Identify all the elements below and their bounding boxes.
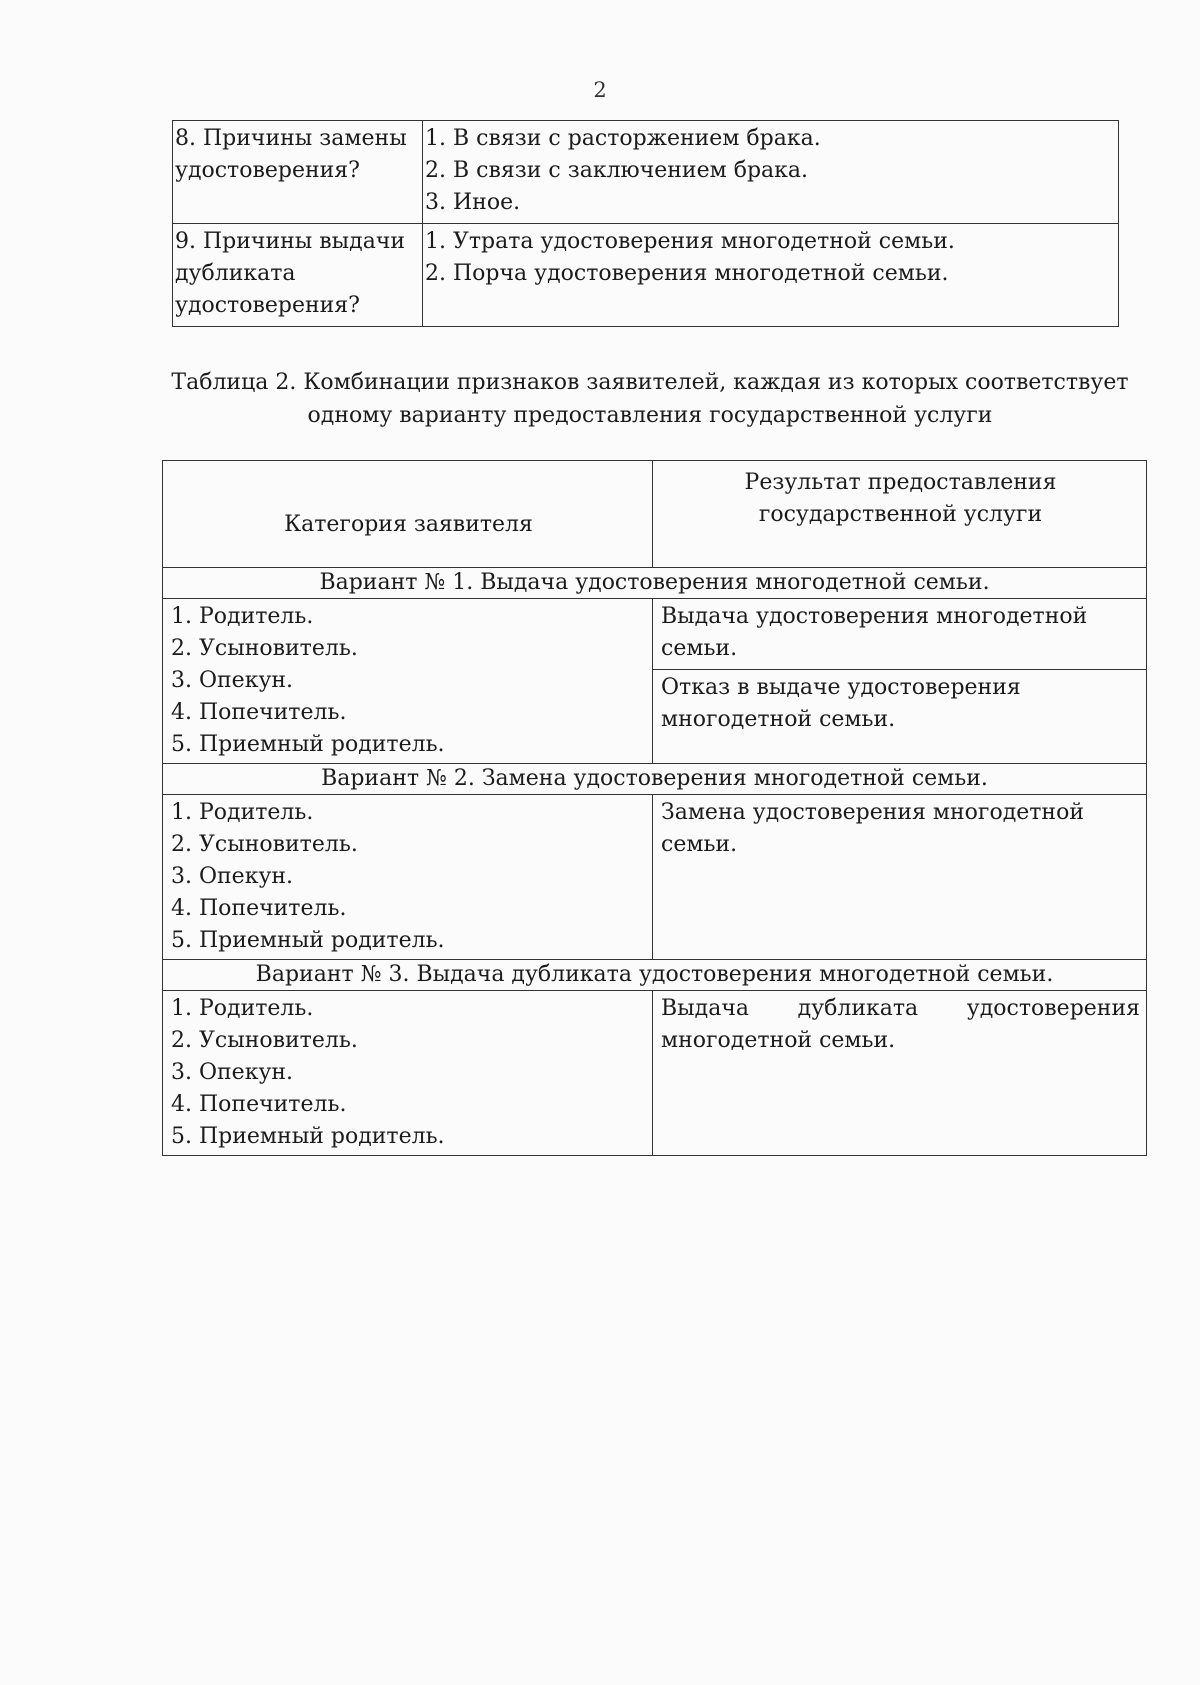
answer-line: 2. Порча удостоверения многодетной семьи.: [425, 261, 949, 286]
category-item: 4. Попечитель.: [171, 896, 347, 921]
table-row: [163, 599, 1147, 670]
result-line: Замена удостоверения многодетной: [661, 800, 1085, 825]
category-item: 2. Усыновитель.: [171, 1028, 358, 1053]
result-cell: [653, 599, 1147, 670]
question-line: удостоверения?: [175, 158, 360, 183]
answer-line: 1. В связи с расторжением брака.: [425, 126, 821, 151]
category-item: 1. Родитель.: [171, 996, 314, 1021]
question-cell: [173, 121, 423, 224]
page-number: 2: [593, 78, 607, 102]
result-cell: [653, 795, 1147, 960]
result-line: Выдача дубликата удостоверения: [661, 996, 1140, 1021]
question-line: 9. Причины выдачи: [175, 229, 406, 254]
question-line: удостоверения?: [175, 293, 360, 318]
category-item: 3. Опекун.: [171, 1060, 294, 1085]
category-item: 5. Приемный родитель.: [171, 1124, 445, 1149]
table-row: [163, 795, 1147, 960]
header-row: [163, 461, 1147, 568]
variant-1-title: Вариант № 1. Выдача удостоверения многодетной семьи.: [163, 568, 1147, 599]
category-item: 1. Родитель.: [171, 604, 314, 629]
answer-cell: [423, 224, 1119, 327]
category-cell: [163, 991, 653, 1156]
table-row: [163, 991, 1147, 1156]
category-item: 3. Опекун.: [171, 668, 294, 693]
answer-line: 2. В связи с заключением брака.: [425, 158, 809, 183]
category-item: 4. Попечитель.: [171, 1092, 347, 1117]
question-line: 8. Причины замены: [175, 126, 407, 151]
result-line: семьи.: [661, 636, 738, 661]
result-line: Отказ в выдаче удостоверения: [661, 675, 1021, 700]
category-item: 3. Опекун.: [171, 864, 294, 889]
table-row: [173, 224, 1119, 327]
variant-title-row: [163, 568, 1147, 599]
category-cell: [163, 599, 653, 764]
reasons-table: [172, 120, 1119, 327]
category-item: 2. Усыновитель.: [171, 832, 358, 857]
result-line: многодетной семьи.: [661, 707, 896, 732]
table-row: [173, 121, 1119, 224]
header-result-line: Результат предоставления: [744, 470, 1057, 495]
category-item: 4. Попечитель.: [171, 700, 347, 725]
variants-table: [162, 460, 1147, 1156]
header-result-line: государственной услуги: [758, 502, 1043, 527]
caption-line: одному варианту предоставления государственной услуги: [307, 403, 993, 428]
answer-line: 3. Иное.: [425, 190, 521, 215]
header-category: Категория заявителя: [163, 461, 653, 568]
result-cell: [653, 670, 1147, 764]
question-line: дубликата: [175, 261, 296, 286]
result-line: Выдача удостоверения многодетной: [661, 604, 1088, 629]
category-item: 1. Родитель.: [171, 800, 314, 825]
header-result: [653, 461, 1147, 568]
question-cell: [173, 224, 423, 327]
result-cell: [653, 991, 1147, 1156]
table-caption: [150, 366, 1150, 432]
variant-3-title: Вариант № 3. Выдача дубликата удостоверения многодетной семьи.: [163, 960, 1147, 991]
variant-title-row: [163, 764, 1147, 795]
answer-line: 1. Утрата удостоверения многодетной семьи.: [425, 229, 955, 254]
caption-line: Таблица 2. Комбинации признаков заявителей, каждая из которых соответствует: [171, 370, 1129, 395]
category-item: 5. Приемный родитель.: [171, 928, 445, 953]
variant-2-title: Вариант № 2. Замена удостоверения многодетной семьи.: [163, 764, 1147, 795]
answer-cell: [423, 121, 1119, 224]
variant-title-row: [163, 960, 1147, 991]
result-line: семьи.: [661, 832, 738, 857]
category-item: 5. Приемный родитель.: [171, 732, 445, 757]
category-item: 2. Усыновитель.: [171, 636, 358, 661]
category-cell: [163, 795, 653, 960]
result-line: многодетной семьи.: [661, 1028, 896, 1053]
